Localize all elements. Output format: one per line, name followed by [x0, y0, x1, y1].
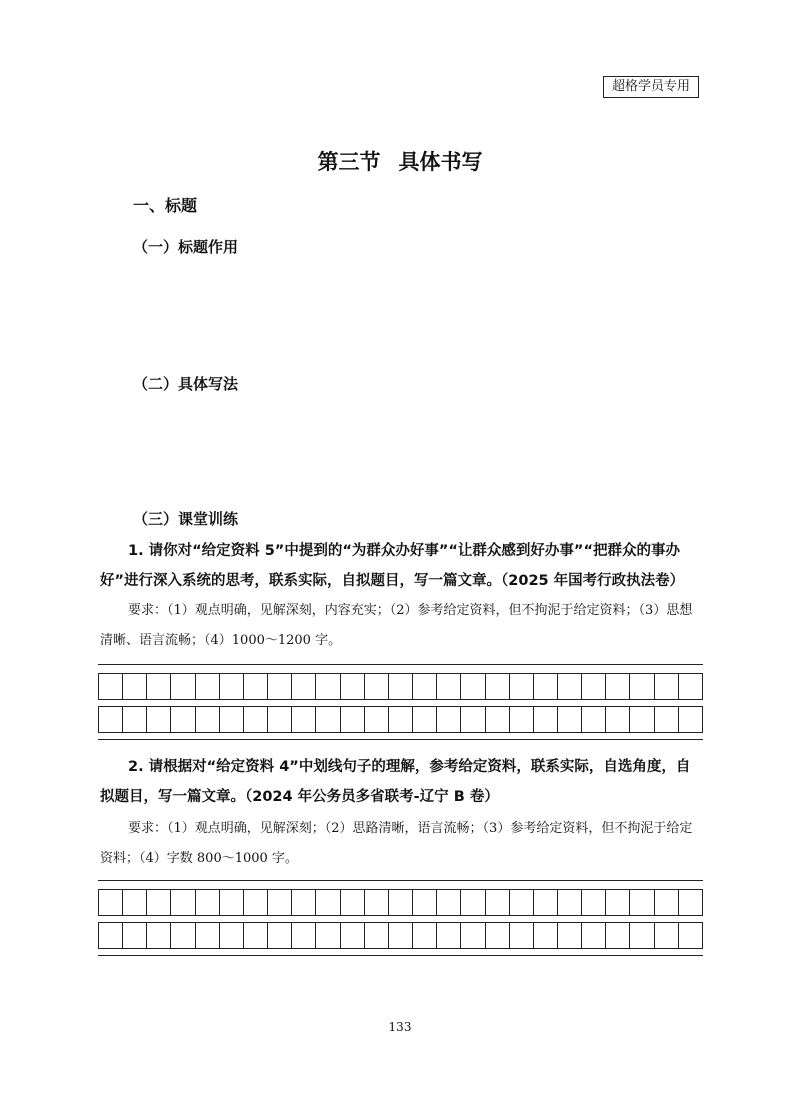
heading-titles: 一、标题: [133, 196, 198, 215]
answer-row[interactable]: [98, 673, 703, 699]
question-1-prompt: 1. 请你对“给定资料 5”中提到的“为群众办好事”“让群众感到好办事”“把群众的事办好”进行深入系统的思考，联系实际，自拟题目，写一篇文章。（2025 年国考行政执法卷）: [100, 543, 685, 589]
answer-row[interactable]: [98, 889, 703, 915]
question-2-prompt: 2. 请根据对“给定资料 4”中划线句子的理解，参考给定资料，联系实际，自选角度，自拟题目，写一篇文章。（2024 年公务员多省联考-辽宁 B 卷）: [100, 759, 691, 805]
question-2-requirements: 要求：（1）观点明确，见解深刻；（2）思路清晰，语言流畅；（3）参考给定资料，但不拘泥于给定资料；（4）字数 800～1000 字。: [100, 821, 693, 866]
section-number: 第三节: [317, 150, 381, 174]
exclusive-badge: 超格学员专用: [603, 76, 699, 98]
question-1-requirements: 要求：（1）观点明确，见解深刻，内容充实；（2）参考给定资料，但不拘泥于给定资料；（3）思想清晰、语言流畅；（4）1000～1200 字。: [100, 603, 693, 648]
answer-grid-1[interactable]: [98, 664, 703, 740]
answer-row[interactable]: [98, 922, 703, 948]
subheading-writing-method: （二）具体写法: [133, 375, 239, 393]
answer-row[interactable]: [98, 706, 703, 732]
page-number: 133: [388, 1020, 412, 1034]
subheading-classroom-training: （三）课堂训练: [133, 510, 239, 528]
subheading-title-function: （一）标题作用: [133, 238, 239, 256]
page-title: [0, 146, 800, 176]
section-name: 具体书写: [398, 150, 483, 174]
answer-grid-2[interactable]: [98, 880, 703, 956]
